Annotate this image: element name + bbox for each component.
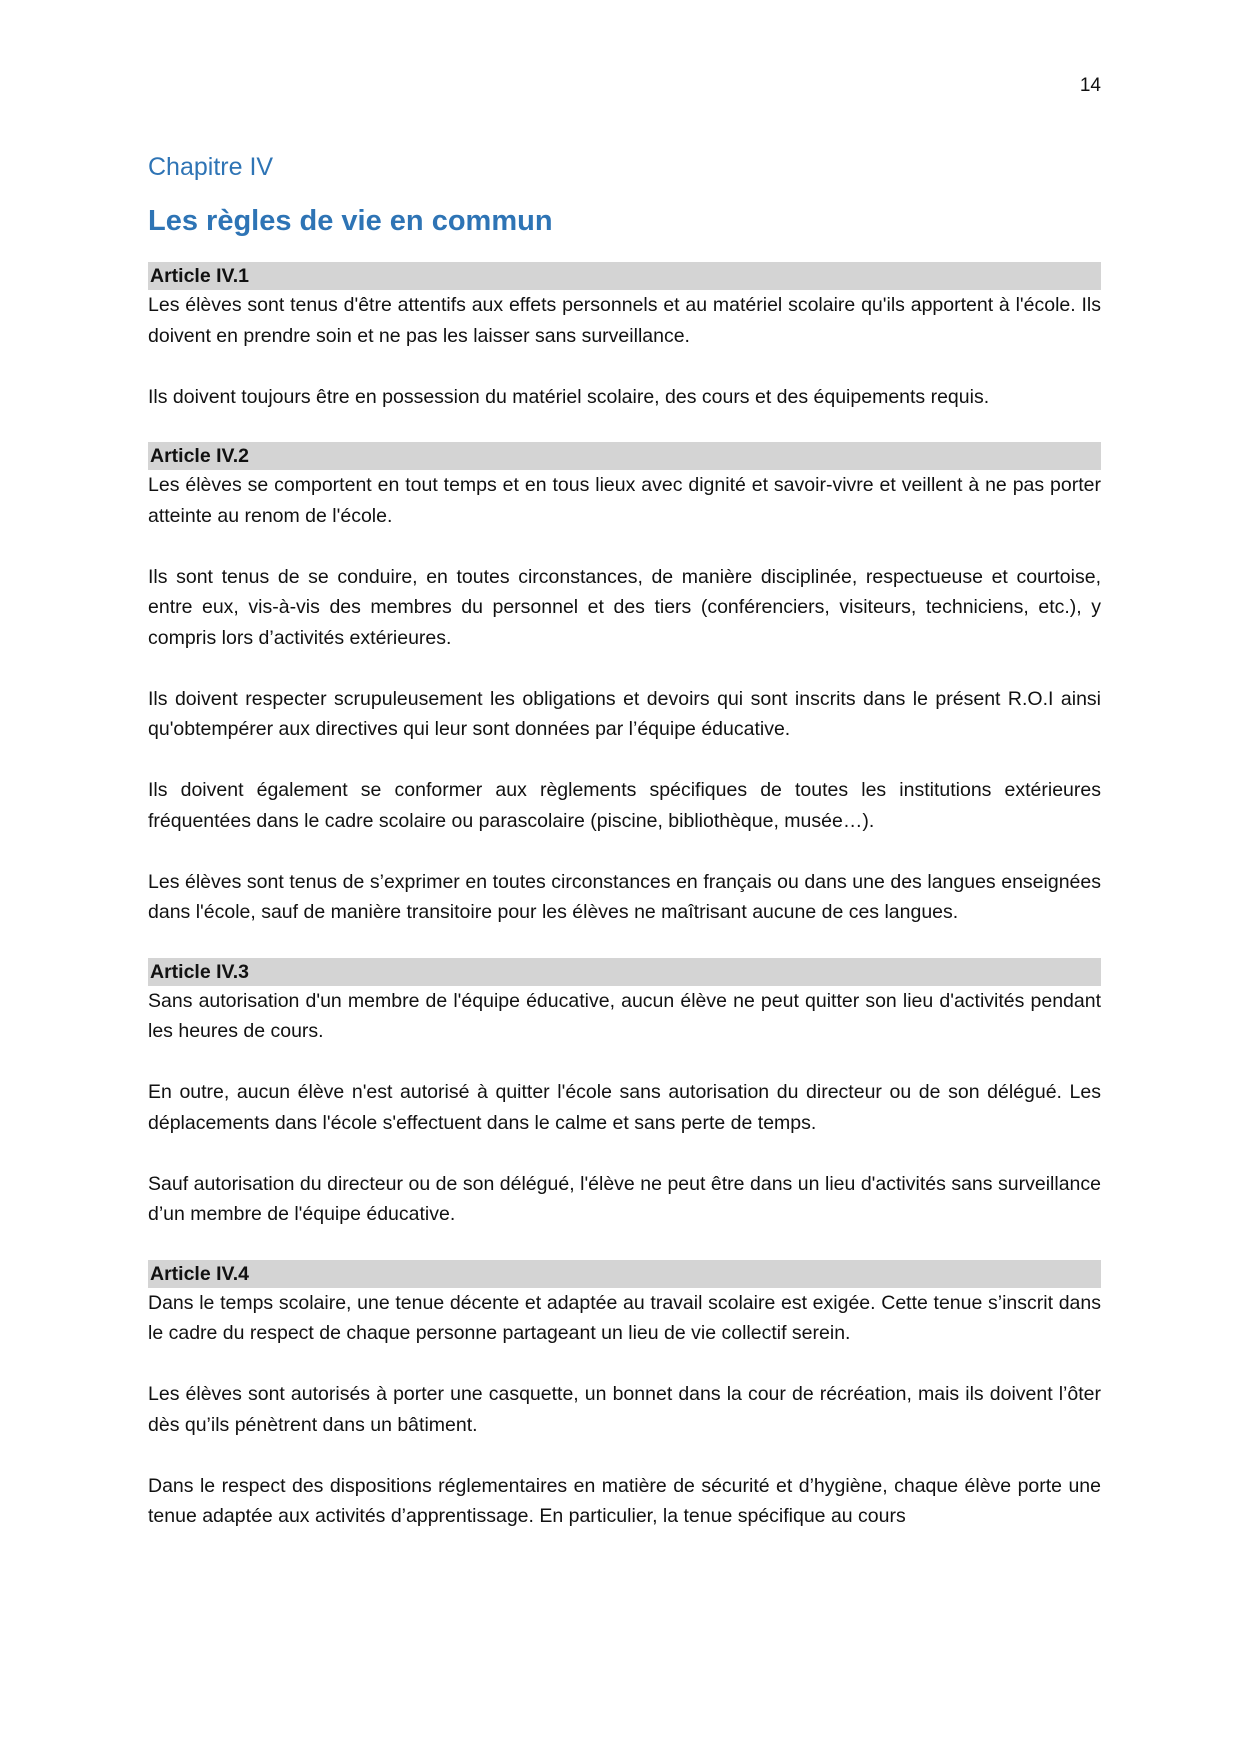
article-paragraph: Sauf autorisation du directeur ou de son délégué, l'élève ne peut être dans un lieu d'activités sans surveillance d’un membre de l'équipe éducative. [148, 1172, 1101, 1225]
article-heading: Article IV.1 [148, 262, 1101, 290]
article-heading: Article IV.2 [148, 442, 1101, 470]
page-content [148, 150, 1101, 1562]
article-paragraph: Ils doivent toujours être en possession du matériel scolaire, des cours et des équipements requis. [148, 385, 990, 408]
chapter-label: Chapitre IV [148, 153, 274, 181]
article-heading: Article IV.4 [148, 1260, 1101, 1288]
article-iv-3 [148, 958, 1101, 1230]
article-paragraph: Ils doivent respecter scrupuleusement les obligations et devoirs qui sont inscrits dans le présent R.O.I ainsi qu'obtempérer aux directives qui leur sont données par l’équipe éducative. [148, 687, 1101, 740]
page-number: 14 [1079, 75, 1101, 96]
article-iv-4 [148, 1260, 1101, 1532]
article-paragraph: Ils doivent également se conformer aux règlements spécifiques de toutes les institutions extérieures fréquentées dans le cadre scolaire ou parascolaire (piscine, bibliothèque, musée…). [148, 779, 1101, 832]
article-heading: Article IV.3 [148, 958, 1101, 986]
article-paragraph: Ils sont tenus de se conduire, en toutes circonstances, de manière disciplinée, respectueuse et courtoise, entre eux, vis-à-vis des membres du personnel et des tiers (conférenciers, visiteurs, techniciens, etc.), y compris lors d’activités extérieures. [148, 565, 1101, 649]
article-paragraph: En outre, aucun élève n'est autorisé à quitter l'école sans autorisation du directeur ou de son délégué. Les déplacements dans l'école s'effectuent dans le calme et sans perte de temps. [148, 1081, 1101, 1134]
article-iv-2 [148, 442, 1101, 928]
article-iv-1 [148, 262, 1101, 412]
article-paragraph: Les élèves sont autorisés à porter une casquette, un bonnet dans la cour de récréation, mais ils doivent l’ôter dès qu’ils pénètrent dans un bâtiment. [148, 1383, 1101, 1436]
article-paragraph: Les élèves se comportent en tout temps et en tous lieux avec dignité et savoir-vivre et veillent à ne pas porter atteinte au renom de l'école. [148, 474, 1101, 527]
article-paragraph: Dans le temps scolaire, une tenue décente et adaptée au travail scolaire est exigée. Cette tenue s’inscrit dans le cadre du respect de chaque personne partageant un lieu de vie collectif serein. [148, 1291, 1101, 1344]
article-paragraph: Sans autorisation d'un membre de l'équipe éducative, aucun élève ne peut quitter son lieu d'activités pendant les heures de cours. [148, 989, 1101, 1042]
article-paragraph: Dans le respect des dispositions réglementaires en matière de sécurité et d’hygiène, chaque élève porte une tenue adaptée aux activités d’apprentissage. En particulier, la tenue spécifique au cours [148, 1474, 1101, 1527]
article-paragraph: Les élèves sont tenus de s’exprimer en toutes circonstances en français ou dans une des langues enseignées dans l'école, sauf de manière transitoire pour les élèves ne maîtrisant aucune de ces langues. [148, 870, 1101, 923]
article-paragraph: Les élèves sont tenus d'être attentifs aux effets personnels et au matériel scolaire qu'ils apportent à l'école. Ils doivent en prendre soin et ne pas les laisser sans surveillance. [148, 294, 1101, 347]
chapter-title: Les règles de vie en commun [148, 205, 553, 237]
